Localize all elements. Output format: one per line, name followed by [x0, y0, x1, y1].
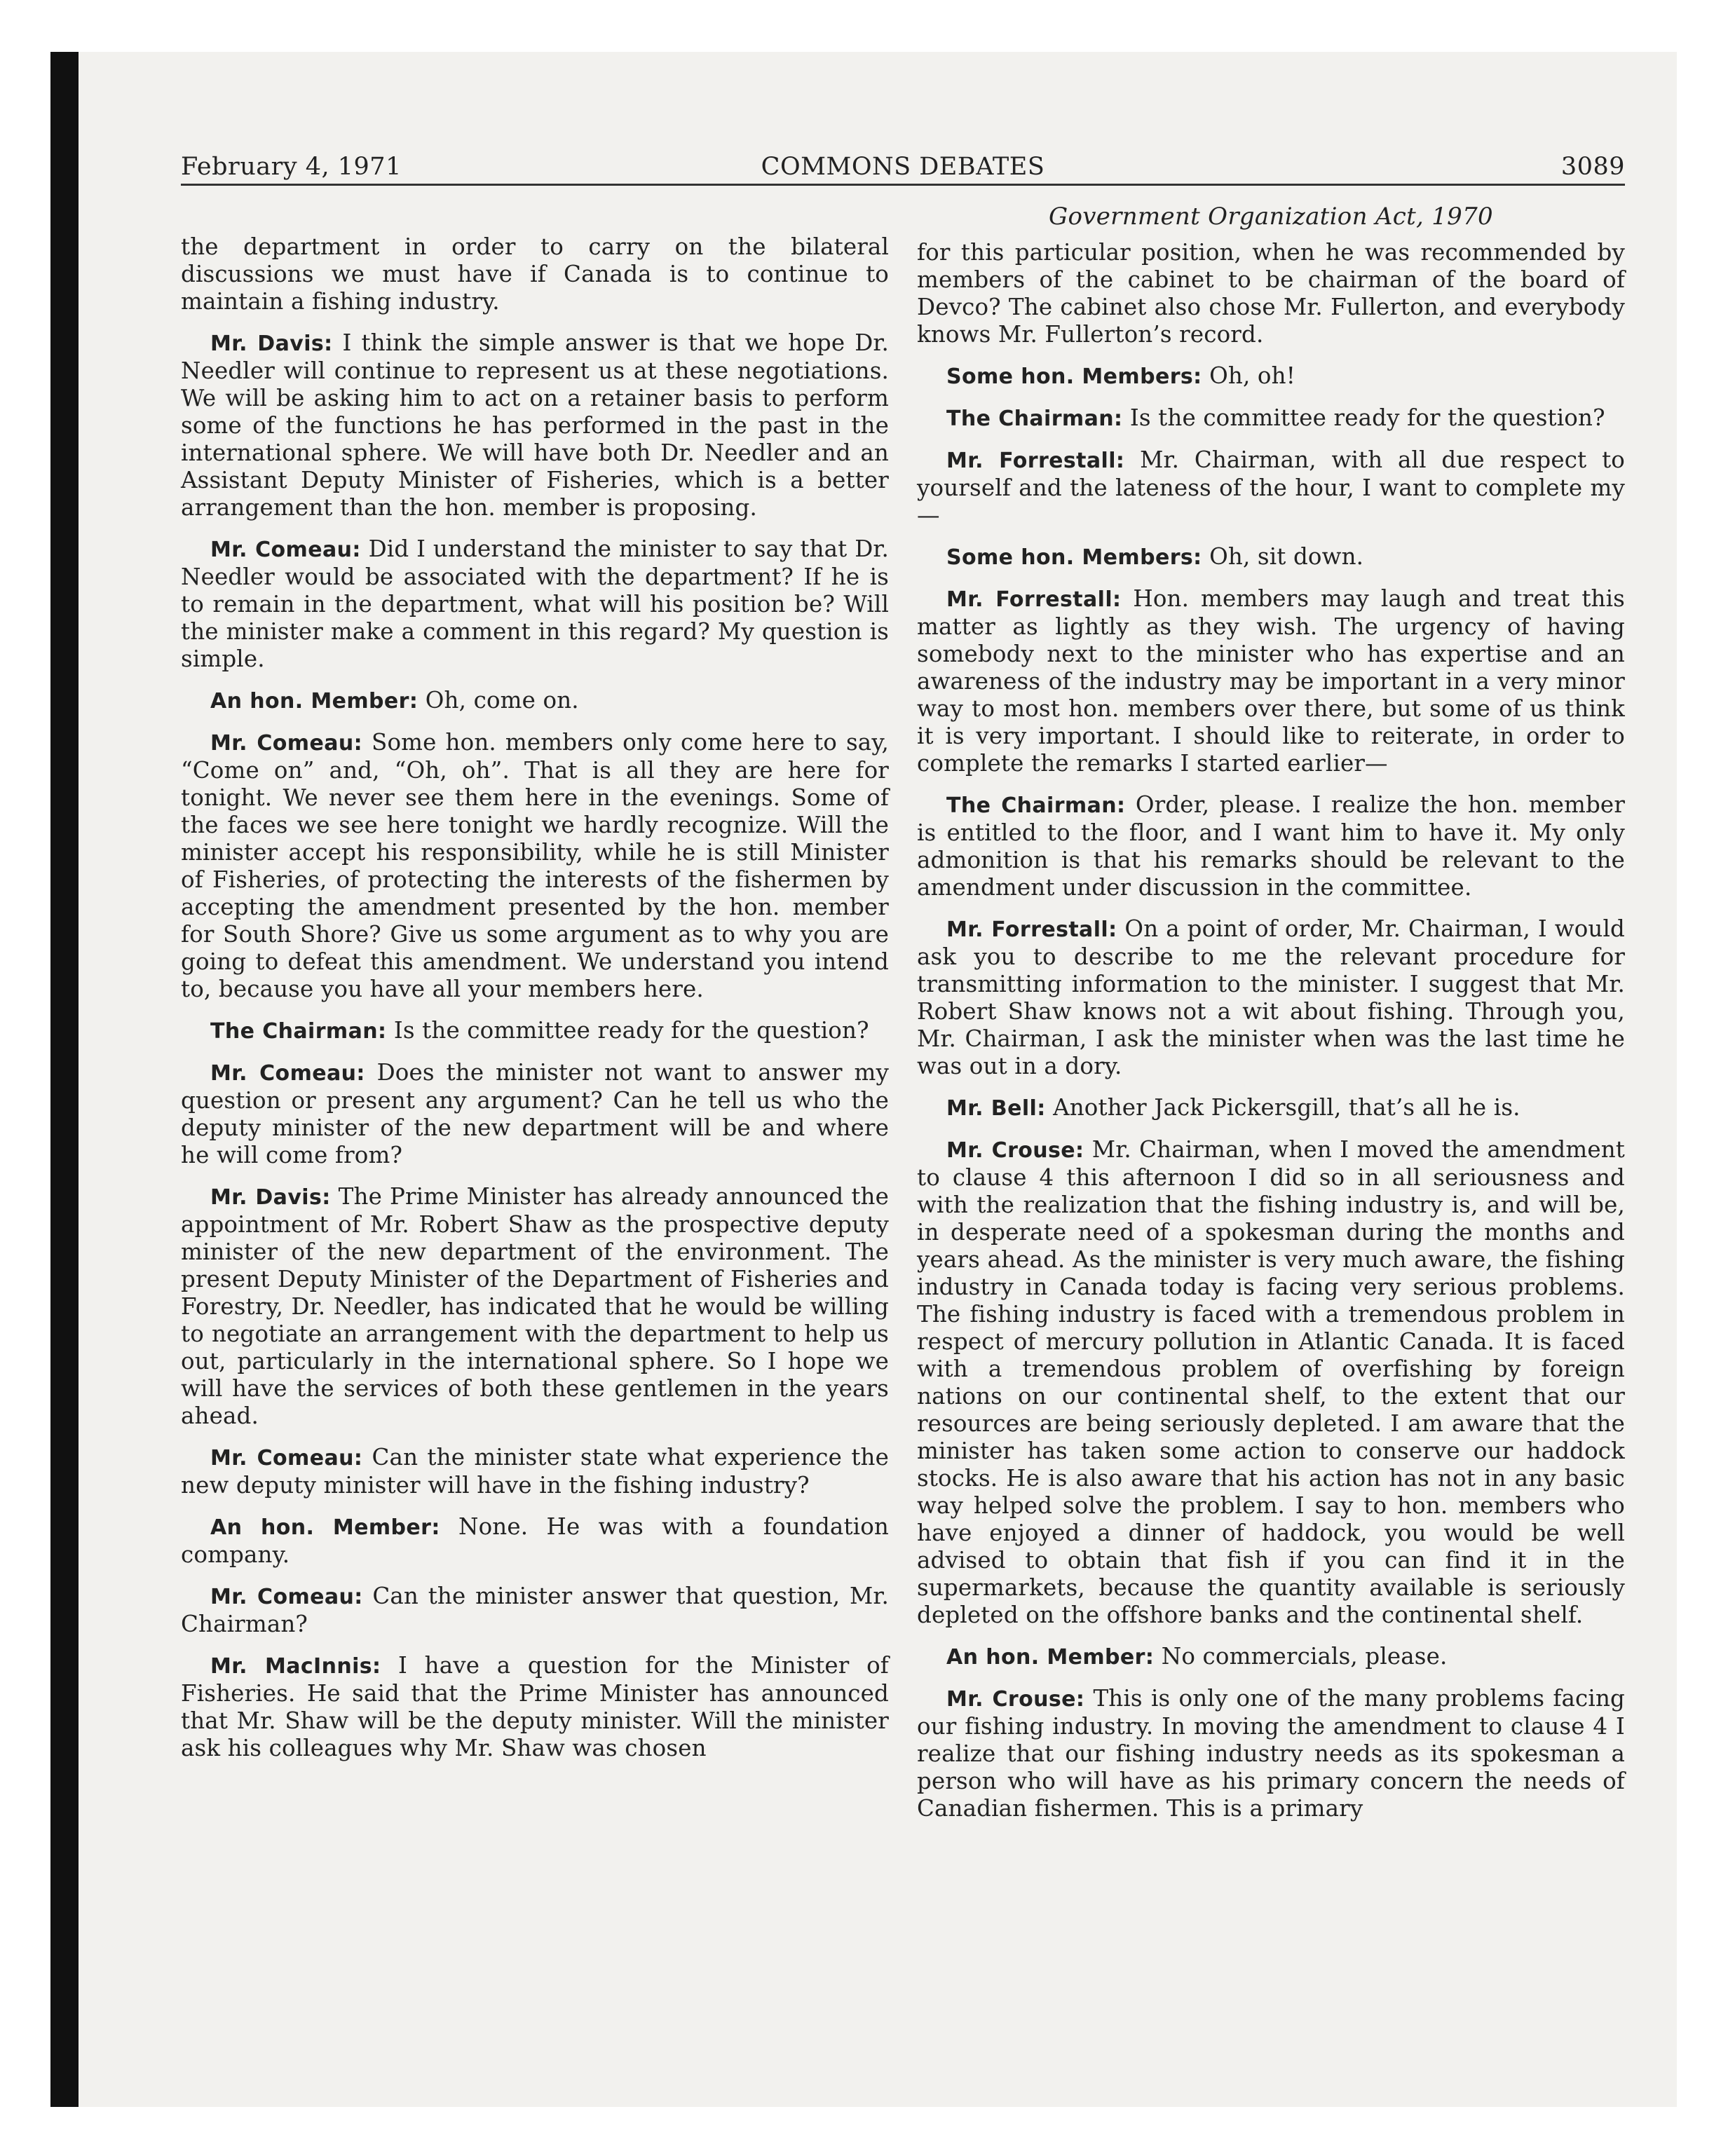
paragraph-text: Oh, sit down. [1209, 543, 1364, 570]
paragraph [181, 329, 889, 521]
paragraph [917, 239, 1625, 348]
paragraph-text: Hon. members may laugh and treat this matter as lightly as they wish. The urgency of having somebody next to the minister who has expertise and an awareness of the industry may be important in a very minor way to most hon. members over there, but some of us think it is very important. I should like to reiterate, in order to complete the remarks I started earlier— [917, 585, 1626, 777]
speaker-name: Mr. MacInnis: [210, 1654, 381, 1679]
paragraph-text: I think the simple answer is that we hope Dr. Needler will continue to represent us at these negotiations. We will be asking him to act on a retainer basis to perform some of the functions he has performed in the past in the international sphere. We will have both Dr. Needler and an Assistant Deputy Minister of Fisheries, which is a better arrangement than the hon. member is proposing. [181, 329, 890, 521]
paragraph [917, 1685, 1625, 1822]
speaker-name: Mr. Crouse: [946, 1138, 1084, 1163]
speaker-name: Mr. Comeau: [210, 731, 362, 756]
speaker-name: Some hon. Members: [946, 364, 1202, 389]
speaker-name: The Chairman: [946, 793, 1126, 818]
paragraph-text: Is the committee ready for the question? [393, 1017, 869, 1044]
paragraph-text: Order, please. I realize the hon. member is entitled to the floor, and I want him to have it. My only admonition is that his remarks should be relevant to the amendment under discussion in the committee. [917, 791, 1626, 901]
left-column [181, 200, 889, 1836]
paragraph-text: Oh, oh! [1209, 362, 1295, 389]
paragraph-text: Does the minister not want to answer my question or present any argument? Can he tell us who the deputy minister of the new department will be and where he will come from? [181, 1059, 889, 1168]
paragraph [917, 1094, 1625, 1122]
speaker-name: Mr. Bell: [946, 1096, 1046, 1121]
speaker-name: Mr. Forrestall: [946, 917, 1117, 942]
paragraph [181, 1444, 889, 1499]
paragraph [917, 362, 1625, 390]
paragraph [181, 1059, 889, 1169]
right-column [917, 200, 1625, 1836]
speaker-name: An hon. Member: [210, 689, 419, 714]
speaker-name: Mr. Davis: [210, 1185, 331, 1210]
paragraph-text: None. He was with a foundation company. [181, 1513, 890, 1568]
paragraph-text: Oh, come on. [425, 687, 579, 714]
paragraph [181, 1583, 889, 1638]
paragraph-text: On a point of order, Mr. Chairman, I would ask you to describe to me the relevant procedure for transmitting information to the minister. I suggest that Mr. Robert Shaw knows not a wit about fishing. Through you, Mr. Chairman, I ask the minister when was the last time he was out in a dory. [917, 915, 1626, 1079]
paragraph-text: Another Jack Pickersgill, that’s all he is. [1053, 1094, 1520, 1121]
paragraph-text: Some hon. members only come here to say, “Come on” and, “Oh, oh”. That is all they are here for tonight. We never see them here in the evenings. Some of the faces we see here tonight we hardly recognize. Will the minister accept his responsibility, while he is still Minister of Fisheries, of protecting the interests of the fishermen by accepting the amendment presented by the hon. member for South Shore? Give us some argument as to why you are going to defeat this amendment. We understand you intend to, because you have all your members here. [181, 729, 889, 1002]
paragraph [181, 1513, 889, 1569]
paragraph-text: Did I understand the minister to say that Dr. Needler would be associated with the department? If he is to remain in the department, what will his position be? Will the minister make a comment in this regard? My question is simple. [181, 535, 890, 672]
paragraph [181, 535, 889, 673]
paragraph-text: the department in order to carry on the bilateral discussions we must have if Canada is to continue to maintain a fishing industry. [181, 233, 889, 315]
speaker-name: Mr. Forrestall: [946, 449, 1125, 473]
paragraph [917, 446, 1625, 529]
paragraph-text: Is the committee ready for the question? [1129, 404, 1605, 431]
paragraph-text: Can the minister state what experience the new deputy minister will have in the fishing industry? [181, 1444, 889, 1499]
paragraph [917, 791, 1625, 901]
paragraph-text: Mr. Chairman, with all due respect to yourself and the lateness of the hour, I want to complete my— [917, 446, 1626, 528]
paragraph-text: for this particular position, when he was recommended by members of the cabinet to be chairman of the board of Devco? The cabinet also chose Mr. Fullerton, and everybody knows Mr. Fullerton’s record. [917, 239, 1625, 348]
speaker-name: Mr. Crouse: [946, 1687, 1085, 1712]
paragraph-text: Mr. Chairman, when I moved the amendment to clause 4 this afternoon I did so in all seriousness and with the realization that the fishing industry is, and will be, in desperate need of a spokesman during the months and years ahead. As the minister is very much aware, the fishing industry in Canada today is facing very serious problems. The fishing industry is faced with a tremendous problem in respect of mercury pollution in Atlantic Canada. It is faced with a tremendous problem of overfishing by foreign nations on our continental shelf, to the extent that our resources are being seriously depleted. I am aware that the minister has taken some action to conserve our haddock stocks. He is also aware that his action has not in any basic way helped solve the problem. I say to hon. members who have enjoyed a dinner of haddock, you would be well advised to obtain that fish if you can find it in the supermarkets, because the quantity available is seriously depleted on the offshore banks and the continental shelf. [917, 1136, 1626, 1628]
speaker-name: Mr. Comeau: [210, 1446, 363, 1471]
header-date: February 4, 1971 [181, 153, 402, 181]
paragraph-text: I have a question for the Minister of Fisheries. He said that the Prime Minister has announced that Mr. Shaw will be the deputy minister. Will the minister ask his colleagues why Mr. Shaw was chosen [181, 1652, 889, 1761]
speaker-name: An hon. Member: [210, 1515, 440, 1540]
paragraph [917, 1643, 1625, 1671]
speaker-name: An hon. Member: [946, 1645, 1155, 1670]
speaker-name: Mr. Davis: [210, 332, 333, 356]
page [181, 146, 1625, 1836]
paragraph [181, 1652, 889, 1762]
paragraph [917, 915, 1625, 1080]
paragraph [917, 543, 1625, 571]
paragraph [181, 687, 889, 715]
paragraph-text: The Prime Minister has already announced the appointment of Mr. Robert Shaw as the prospective deputy minister of the new department of the environment. The present Deputy Minister of the Department of Fisheries and Forestry, Dr. Needler, has indicated that he would be willing to negotiate an arrangement with the department to help us out, particularly in the international sphere. So I hope we will have the services of both these gentlemen in the years ahead. [181, 1183, 889, 1429]
header-title: COMMONS DEBATES [761, 153, 1045, 181]
paragraph-text: No commercials, please. [1161, 1643, 1448, 1670]
speaker-name: Mr. Comeau: [210, 1061, 365, 1086]
running-title: Government Organization Act, 1970 [1049, 203, 1493, 231]
speaker-name: Some hon. Members: [946, 545, 1202, 570]
paragraph [917, 585, 1625, 777]
speaker-name: Mr. Comeau: [210, 538, 361, 562]
speaker-name: The Chairman: [946, 407, 1123, 431]
paragraph-text: This is only one of the many problems facing our fishing industry. In moving the amendment to clause 4 I realize that our fishing industry needs as its spokesman a person who will have as his primary concern the needs of Canadian fishermen. This is a primary [917, 1685, 1625, 1822]
paragraph [181, 1017, 889, 1045]
page-number: 3089 [1560, 153, 1625, 181]
speaker-name: Mr. Forrestall: [946, 587, 1122, 612]
speaker-name: The Chairman: [210, 1019, 387, 1044]
binding-edge [50, 52, 79, 2107]
page-header [181, 146, 1625, 186]
paragraph [181, 729, 889, 1003]
paragraph [917, 1136, 1625, 1629]
text-columns [181, 200, 1625, 1836]
paragraph-text: Can the minister answer that question, Mr. Chairman? [181, 1583, 889, 1637]
paragraph [917, 404, 1625, 432]
paragraph [181, 233, 889, 315]
paragraph [181, 1183, 889, 1430]
speaker-name: Mr. Comeau: [210, 1585, 363, 1609]
